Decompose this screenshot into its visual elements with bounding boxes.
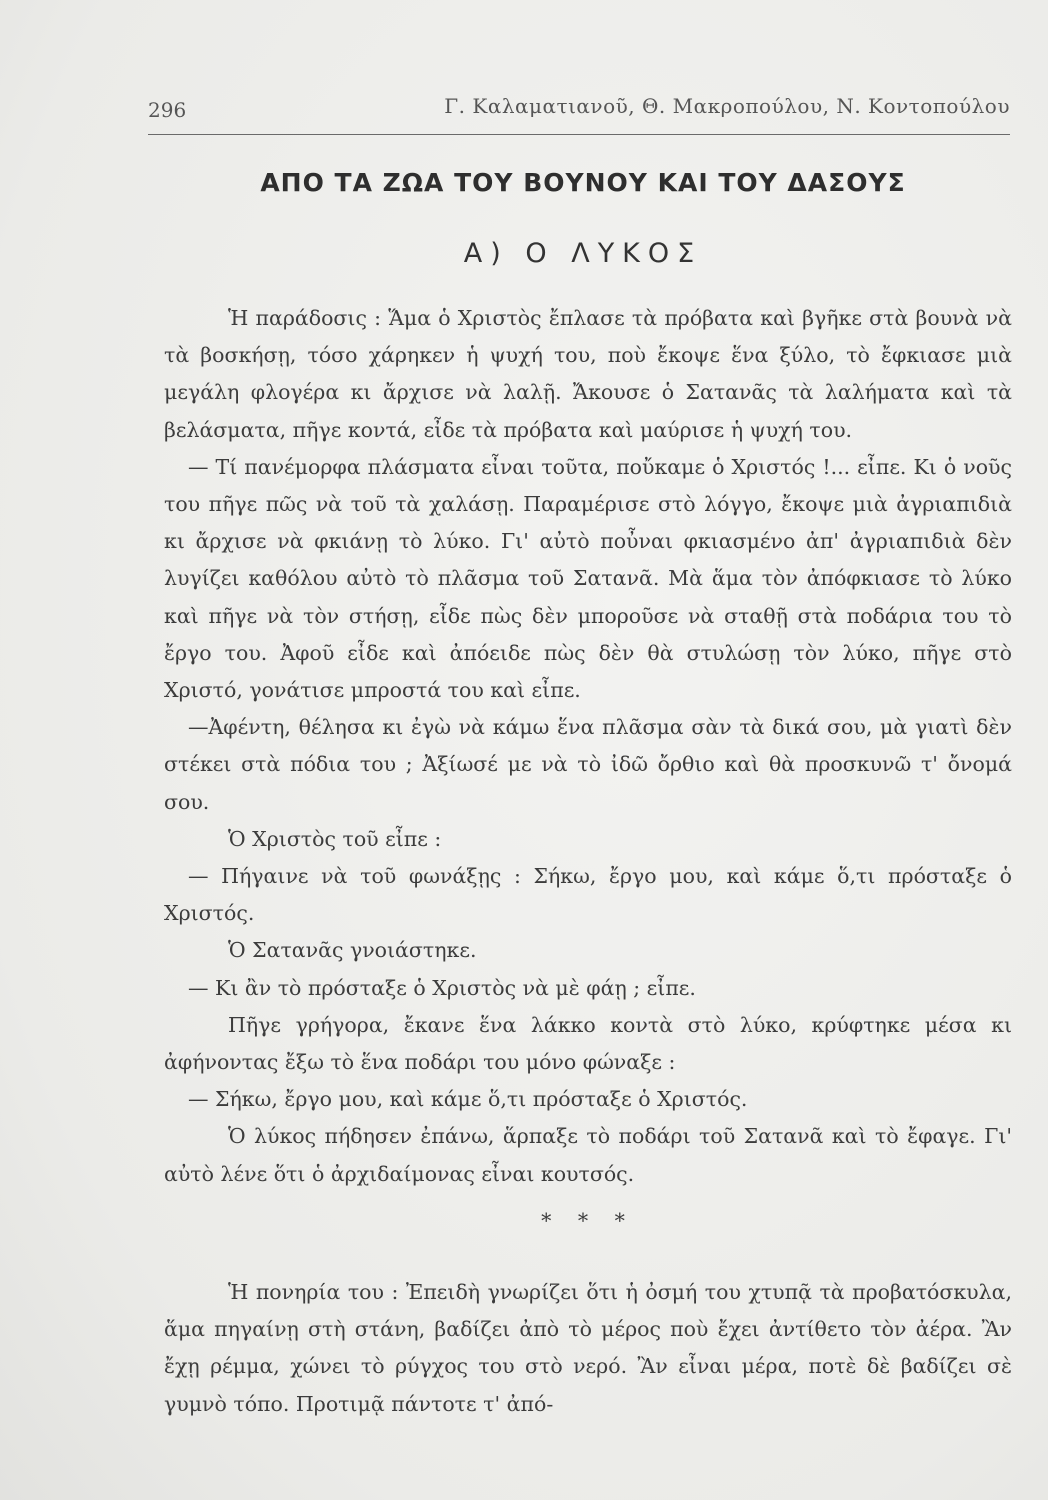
section-separator: * * * [541,1208,635,1233]
page-header [148,94,1010,130]
chapter-subtitle: Α) Ο ΛΥΚΟΣ [463,238,703,269]
paragraph: Πῆγε γρήγορα, ἔκανε ἕνα λάκκο κοντὰ στὸ λύκο, κρύφτηκε μέσα κι ἀφήνοντας ἔξω τὸ ἕνα ποδάρι του μόνο φώναξε : [164,1012,1012,1075]
paragraph: —Ἀφέντη, θέλησα κι ἐγὼ νὰ κάμω ἕνα πλᾶσμα σὰν τὰ δικά σου, μὰ γιατὶ δὲν στέκει στὰ πόδια του ; Ἀξίωσέ με νὰ τὸ ἰδῶ ὄρθιο καὶ θὰ προσκυνῶ τ' ὄνομά σου. [164,715,1012,814]
paragraph: Ὁ Σατανᾶς γνοιάστηκε. [228,938,477,963]
body-text [164,300,1012,1423]
paragraph: Ὁ Χριστὸς τοῦ εἶπε : [228,826,442,851]
paragraph: — Τί πανέμορφα πλάσματα εἶναι τοῦτα, ποὔκαμε ὁ Χριστός !... εἶπε. Κι ὁ νοῦς του πῆγε πῶς νὰ τοῦ τὰ χαλάσῃ. Παραμέρισε στὸ λόγγο, ἔκοψε μιὰ ἀγριαπιδιὰ κι ἄρχισε νὰ φκιάνῃ τὸ λύκο. Γι' αὐτὸ ποὖναι φκιασμένο ἀπ' ἀγριαπιδιὰ δὲν λυγίζει καθόλου αὐτὸ τὸ πλᾶσμα τοῦ Σατανᾶ. Μὰ ἅμα τὸν ἀπόφκιασε τὸ λύκο καὶ πῆγε νὰ τὸν στήσῃ, εἶδε πὼς δὲν μποροῦσε νὰ σταθῇ στὰ ποδάρια του τὸ ἔργο του. Ἀφοῦ εἶδε καὶ ἀπόειδε πὼς δὲν θὰ στυλώσῃ τὸν λύκο, πῆγε στὸ Χριστό, γονάτισε μπροστά του καὶ εἶπε. [164,454,1012,703]
running-head: Γ. Καλαματιανοῦ, Θ. Μακροπούλου, Ν. Κοντοπούλου [444,94,1010,118]
paragraph: Ὁ λύκος πήδησεν ἐπάνω, ἅρπαξε τὸ ποδάρι τοῦ Σατανᾶ καὶ τὸ ἔφαγε. Γι' αὐτὸ λένε ὅτι ὁ ἀρχιδαίμονας εἶναι κουτσός. [164,1124,1012,1186]
paragraph: Ἡ παράδοσις : Ἅμα ὁ Χριστὸς ἔπλασε τὰ πρόβατα καὶ βγῆκε στὰ βουνὰ νὰ τὰ βοσκήσῃ, τόσο χάρηκεν ἡ ψυχή του, ποὺ ἔκοψε ἕνα ξύλο, τὸ ἔφκιασε μιὰ μεγάλη φλογέρα κι ἄρχισε νὰ λαλῇ. Ἄκουσε ὁ Σατανᾶς τὰ λαλήματα καὶ τὰ βελάσματα, πῆγε κοντά, εἶδε τὰ πρόβατα καὶ μαύρισε ἡ ψυχή του. [164,306,1012,442]
paragraph: — Κι ἂν τὸ πρόσταξε ὁ Χριστὸς νὰ μὲ φάῃ ; εἶπε. [188,975,696,1000]
header-rule [148,134,1010,135]
page-number: 296 [148,98,187,122]
paragraph: — Πήγαινε νὰ τοῦ φωνάξῃς : Σήκω, ἔργο μου, καὶ κάμε ὅ,τι πρόσταξε ὁ Χριστός. [164,864,1012,926]
section-title: ΑΠΟ ΤΑ ΖΩΑ ΤΟΥ ΒΟΥΝΟΥ ΚΑΙ ΤΟΥ ΔΑΣΟΥΣ [260,168,906,197]
paragraph: — Σήκω, ἔργο μου, καὶ κάμε ὅ,τι πρόσταξε ὁ Χριστός. [188,1087,748,1112]
paragraph: Ἡ πονηρία του : Ἐπειδὴ γνωρίζει ὅτι ἡ ὀσμή του χτυπᾷ τὰ προβατόσκυλα, ἅμα πηγαίνῃ στὴ στάνη, βαδίζει ἀπὸ τὸ μέρος ποὺ ἔχει ἀντίθετο τὸν ἀέρα. Ἂν ἔχῃ ρέμμα, χώνει τὸ ρύγχος του στὸ νερό. Ἂν εἶναι μέρα, ποτὲ δὲ βαδίζει σὲ γυμνὸ τόπο. Προτιμᾷ πάντοτε τ' ἀπό- [164,1280,1012,1416]
